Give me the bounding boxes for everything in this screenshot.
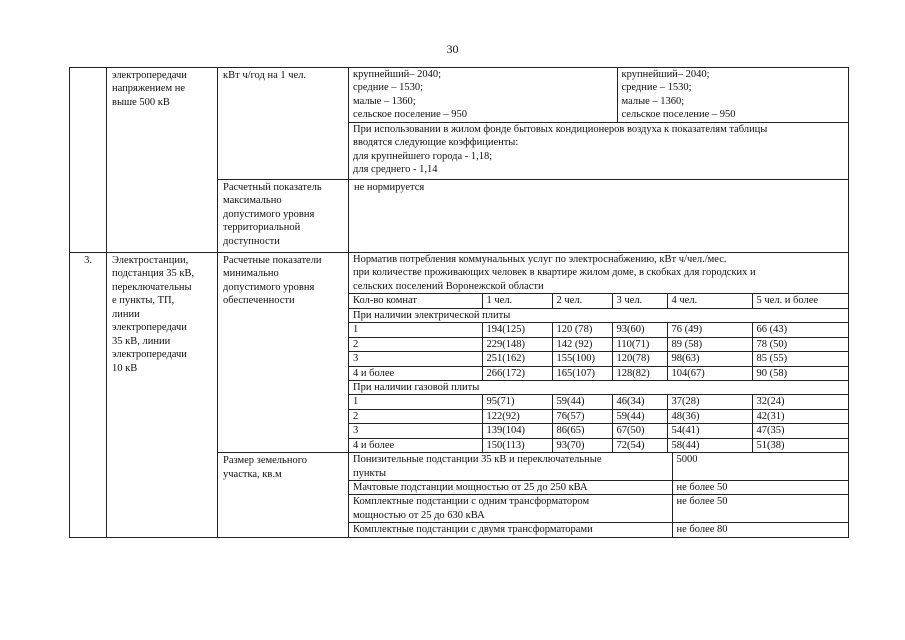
value-cell: 155(100)	[552, 352, 612, 366]
land-size-cell	[349, 453, 849, 538]
indicator-cell: Размер земельного участка, кв.м	[218, 453, 349, 538]
value-cell: 251(162)	[482, 352, 552, 366]
value-cell: 128(82)	[612, 366, 667, 380]
value-cell: 266(172)	[482, 366, 552, 380]
value-cell: 122(92)	[482, 409, 552, 423]
value-cell: 42(31)	[752, 409, 848, 423]
header-cell: 3 чел.	[612, 294, 667, 308]
value-cell: 76 (49)	[667, 323, 752, 337]
row-number-cell: 3.	[70, 253, 107, 538]
value-cell: 37(28)	[667, 395, 752, 409]
land-value: не более 50	[672, 481, 848, 495]
consumption-cell	[349, 253, 849, 453]
object-cell: Электростанции, подстанция 35 кВ, переключательны е пункты, ТП, линии электропередачи 35 кВ, линии электропередачи 10 кВ	[107, 253, 218, 538]
rooms-cell: 4 и более	[349, 366, 482, 380]
indicator-cell: кВт ч/год на 1 чел.	[218, 68, 349, 180]
value-cell: 142 (92)	[552, 337, 612, 351]
value-cell: 67(50)	[612, 424, 667, 438]
table-row	[349, 366, 848, 380]
value-cell: 150(113)	[482, 438, 552, 452]
table-row	[349, 424, 848, 438]
value-cell: 58(44)	[667, 438, 752, 452]
header-cell: 4 чел.	[667, 294, 752, 308]
land-value: 5000	[672, 453, 848, 480]
value-cell: 59(44)	[612, 409, 667, 423]
rooms-cell: 2	[349, 409, 482, 423]
header-cell: Кол-во комнат	[349, 294, 482, 308]
table-row-3	[70, 253, 849, 453]
value-cell: 78 (50)	[752, 337, 848, 351]
value-cell: 120 (78)	[552, 323, 612, 337]
value-cell: 165(107)	[552, 366, 612, 380]
object-cell: электропередачи напряжением не выше 500 кВ	[107, 68, 218, 253]
value-cell: 93(60)	[612, 323, 667, 337]
value-cell: 54(41)	[667, 424, 752, 438]
value-cell: 95(71)	[482, 395, 552, 409]
value-cell: 89 (58)	[667, 337, 752, 351]
value-cell: 229(148)	[482, 337, 552, 351]
consumption-subtable	[349, 253, 848, 452]
norm-text-row	[349, 253, 848, 294]
table-row	[349, 337, 848, 351]
gas-stove-label: При наличии газовой плиты	[349, 380, 848, 394]
coefficient-note: При использовании в жилом фонде бытовых кондиционеров воздуха к показателям таблицы вводятся следующие коэффициенты: для крупнейшего города - 1,18; для среднего - 1,14	[353, 124, 768, 176]
rooms-cell: 4 и более	[349, 438, 482, 452]
rooms-cell: 2	[349, 337, 482, 351]
value-cell: 48(36)	[667, 409, 752, 423]
table-row	[349, 438, 848, 452]
land-size-subtable	[349, 453, 848, 537]
table-row-continuation	[70, 68, 849, 180]
table-row	[349, 323, 848, 337]
value-cell: 76(57)	[552, 409, 612, 423]
value-cell: 86(65)	[552, 424, 612, 438]
header-cell: 1 чел.	[482, 294, 552, 308]
note-row	[349, 123, 848, 180]
page-number: 30	[446, 42, 459, 56]
value-cell: 59(44)	[552, 395, 612, 409]
rooms-cell: 3	[349, 352, 482, 366]
rooms-cell: 3	[349, 424, 482, 438]
section-row	[349, 380, 848, 394]
rooms-cell: 1	[349, 323, 482, 337]
table-row	[349, 453, 848, 480]
document-sheet	[69, 67, 848, 538]
value-cell: 93(70)	[552, 438, 612, 452]
indicator-cell: Расчетные показатели минимально допустимого уровня обеспеченности	[218, 253, 349, 453]
value-cell: 120(78)	[612, 352, 667, 366]
table-row	[349, 395, 848, 409]
value-cell: 32(24)	[752, 395, 848, 409]
value-cell: 85 (55)	[752, 352, 848, 366]
value-cell: 90 (58)	[752, 366, 848, 380]
table-row	[349, 409, 848, 423]
value-cell: 139(104)	[482, 424, 552, 438]
requirements-table	[69, 67, 849, 538]
value-cell: 47(35)	[752, 424, 848, 438]
value-cell: 51(38)	[756, 439, 785, 451]
values-left: крупнейший– 2040; средние – 1530; малые – 1360; сельское поселение – 950	[349, 68, 617, 123]
land-value: не более 80	[676, 524, 728, 536]
table-row	[349, 352, 848, 366]
header-cell: 2 чел.	[552, 294, 612, 308]
header-cell: 5 чел. и более	[752, 294, 848, 308]
substation-type: Мачтовые подстанции мощностью от 25 до 250 кВА	[349, 481, 672, 495]
header-row	[349, 294, 848, 308]
row-number-cell	[70, 68, 107, 253]
section-row	[349, 308, 848, 322]
table-row	[349, 481, 848, 495]
substation-type: Комплектные подстанции с одним трансформатором мощностью от 25 до 630 кВА	[349, 495, 672, 523]
values-right: крупнейший– 2040; средние – 1530; малые – 1360; сельское поселение – 950	[617, 68, 848, 123]
norm-text: Норматив потребления коммунальных услуг по электроснабжению, кВт ч/чел./мес. при количестве проживающих человек в квартире жилом доме, в скобках для городских и сельских поселений Воронежской области	[349, 253, 848, 294]
substation-type: Комплектные подстанции с двумя трансформаторами	[349, 523, 672, 537]
indicator-cell: Расчетный показатель максимально допустимого уровня территориальной доступности	[218, 180, 349, 253]
value-cell: 66 (43)	[752, 323, 848, 337]
substation-type: Понизительные подстанции 35 кВ и переключательные пункты	[349, 453, 672, 480]
value-cell: 194(125)	[482, 323, 552, 337]
value-cell: 110(71)	[612, 337, 667, 351]
values-subtable	[349, 68, 848, 179]
table-row	[349, 523, 848, 537]
value-cell: 98(63)	[667, 352, 752, 366]
electric-stove-label: При наличии электрической плиты	[349, 308, 848, 322]
value-cell: 104(67)	[667, 366, 752, 380]
not-normed-cell: не нормируется	[349, 180, 849, 253]
values-cell	[349, 68, 849, 180]
values-row	[349, 68, 848, 123]
value-cell: 72(54)	[612, 438, 667, 452]
land-value: не более 50	[672, 495, 848, 523]
value-cell: 46(34)	[612, 395, 667, 409]
rooms-cell: 1	[349, 395, 482, 409]
table-row	[349, 495, 848, 523]
